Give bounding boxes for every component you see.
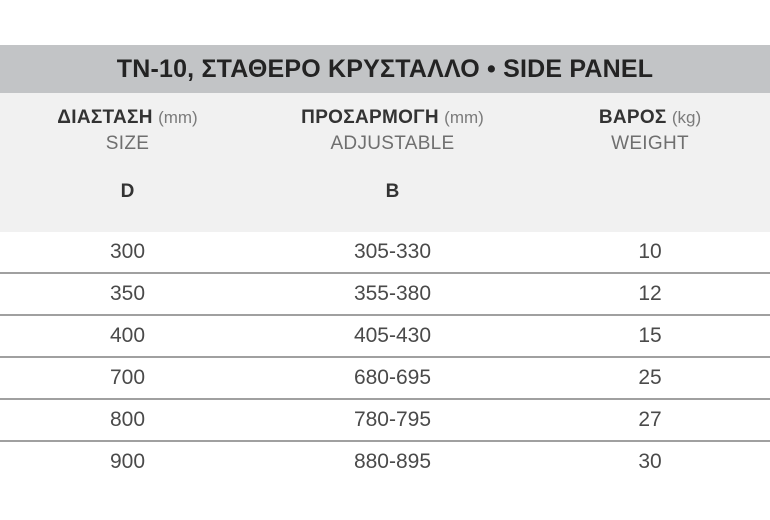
cell-size: 300 xyxy=(109,240,146,263)
page-title: ΤΝ-10, ΣΤΑΘΕΡΟ ΚΡΥΣΤΑΛΛΟ • SIDE PANEL xyxy=(116,54,654,83)
header-label-greek-weight: ΒΑΡΟΣ xyxy=(598,107,667,128)
header-unit-size: (mm) xyxy=(158,108,198,127)
cell-adjustable: 880-895 xyxy=(353,450,432,473)
header-label-greek-size: ΔΙΑΣΤΑΣΗ xyxy=(57,107,153,128)
header-label-english-weight: WEIGHT xyxy=(611,133,689,154)
top-margin xyxy=(0,0,770,45)
header-label-greek-adjustable: ΠΡΟΣΑΡΜΟΓΗ xyxy=(301,107,439,128)
table-row xyxy=(0,274,770,316)
cell-weight: 12 xyxy=(638,282,662,305)
cell-adjustable: 405-430 xyxy=(353,324,432,347)
cell-size: 800 xyxy=(109,408,146,431)
cell-size: 700 xyxy=(109,366,146,389)
cell-size: 400 xyxy=(109,324,146,347)
table-title-band xyxy=(0,45,770,93)
table-row xyxy=(0,358,770,400)
cell-size: 900 xyxy=(109,450,146,473)
header-label-english-size: SIZE xyxy=(105,133,150,154)
header-cell-size xyxy=(0,107,255,129)
cell-weight: 10 xyxy=(638,240,662,263)
table-row xyxy=(0,232,770,274)
cell-adjustable: 305-330 xyxy=(353,240,432,263)
table-row xyxy=(0,400,770,442)
header-cell-adjustable xyxy=(255,107,530,129)
cell-weight: 25 xyxy=(638,366,662,389)
cell-weight: 27 xyxy=(638,408,662,431)
header-row-english xyxy=(0,129,770,155)
header-row-codes xyxy=(0,155,770,203)
table-row xyxy=(0,316,770,358)
cell-weight: 30 xyxy=(638,450,662,473)
cell-adjustable: 780-795 xyxy=(353,408,432,431)
header-row-greek xyxy=(0,93,770,129)
header-code-weight xyxy=(530,181,770,203)
header-label-english-adjustable: ADJUSTABLE xyxy=(330,133,455,154)
cell-adjustable: 680-695 xyxy=(353,366,432,389)
cell-adjustable: 355-380 xyxy=(353,282,432,305)
header-code-adjustable: B xyxy=(385,181,400,202)
header-cell-weight xyxy=(530,107,770,129)
header-code-size: D xyxy=(120,181,135,202)
table-header-block xyxy=(0,93,770,232)
cell-size: 350 xyxy=(109,282,146,305)
table-row xyxy=(0,442,770,482)
table-body xyxy=(0,232,770,482)
header-unit-weight: (kg) xyxy=(671,108,702,127)
header-unit-adjustable: (mm) xyxy=(444,108,484,127)
cell-weight: 15 xyxy=(638,324,662,347)
